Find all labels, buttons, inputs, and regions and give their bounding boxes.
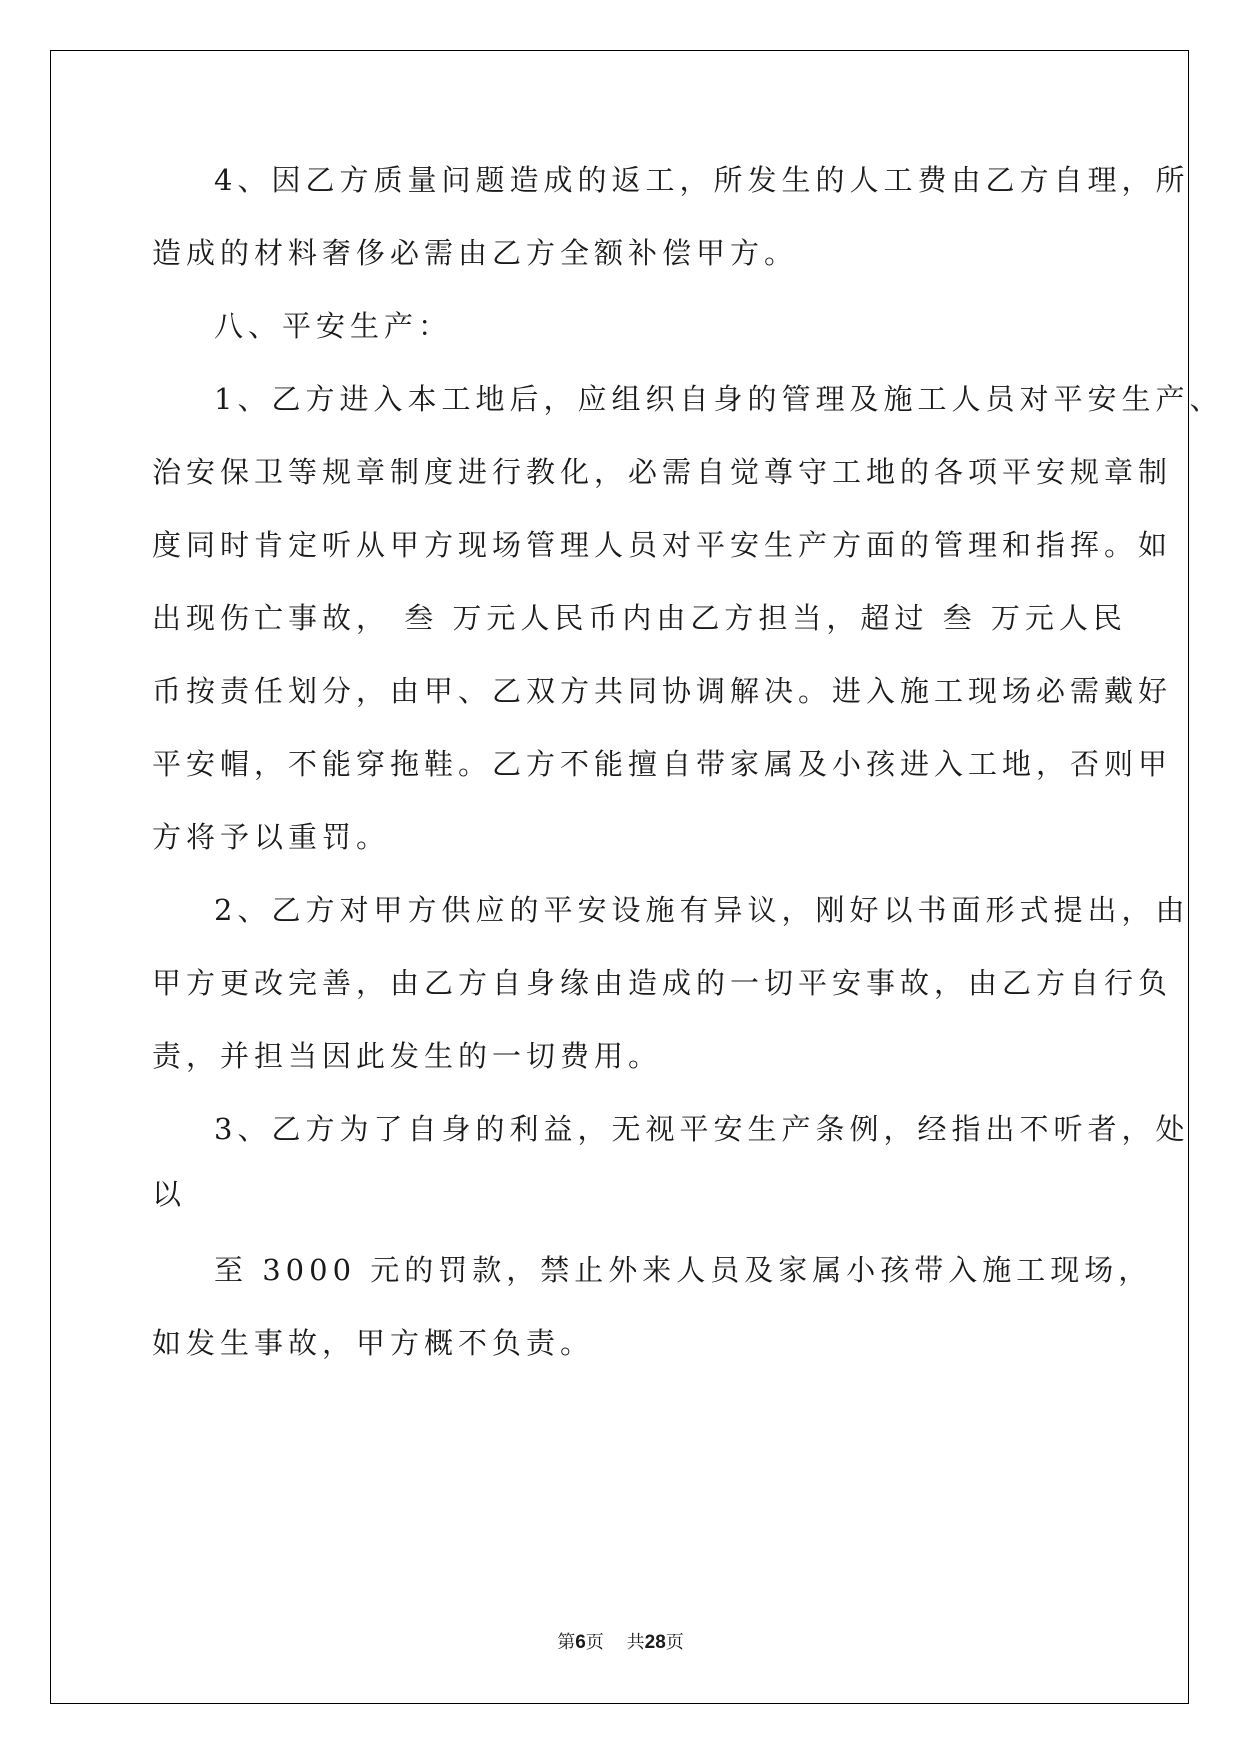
text-line: 1、乙方进入本工地后，应组织自身的管理及施工人员对平安生产、	[214, 382, 1224, 416]
total-pages: 28	[644, 1632, 666, 1653]
text-line: 责，并担当因此发生的一切费用。	[152, 1039, 663, 1073]
page-border	[50, 50, 1189, 1704]
text-line: 方将予以重罚。	[152, 820, 391, 854]
text-line: 度同时肯定听从甲方现场管理人员对平安生产方面的管理和指挥。如	[152, 528, 1173, 562]
page-number: 6	[575, 1632, 586, 1653]
text-line: 3、乙方为了自身的利益，无视平安生产条例，经指出不听者，处	[214, 1112, 1190, 1146]
footer-page-suffix: 页	[585, 1632, 604, 1653]
text-line: 治安保卫等规章制度进行教化，必需自觉尊守工地的各项平安规章制	[152, 455, 1173, 489]
page-footer	[0, 1628, 1241, 1654]
text-line: 出现伤亡事故， 叁 万元人民币内由乙方担当，超过 叁 万元人民	[152, 601, 1127, 635]
footer-total-prefix: 共	[626, 1632, 645, 1653]
footer-total-suffix: 页	[665, 1632, 684, 1653]
text-line: 甲方更改完善，由乙方自身缘由造成的一切平安事故，由乙方自行负	[152, 966, 1173, 1000]
section-heading: 八、平安生产：	[214, 309, 453, 343]
text-line: 造成的材料奢侈必需由乙方全额补偿甲方。	[152, 236, 799, 270]
text-line: 至 3000 元的罚款，禁止外来人员及家属小孩带入施工现场，	[214, 1253, 1153, 1287]
text-line: 4、因乙方质量问题造成的返工，所发生的人工费由乙方自理，所	[214, 163, 1190, 197]
text-line: 2、乙方对甲方供应的平安设施有异议，刚好以书面形式提出，由	[214, 893, 1190, 927]
text-line: 币按责任划分，由甲、乙双方共同协调解决。进入施工现场必需戴好	[152, 674, 1173, 708]
text-line: 以	[152, 1177, 187, 1211]
text-line: 如发生事故，甲方概不负责。	[152, 1326, 595, 1360]
footer-prefix: 第	[557, 1632, 576, 1653]
text-line: 平安帽，不能穿拖鞋。乙方不能擅自带家属及小孩进入工地，否则甲	[152, 747, 1173, 781]
